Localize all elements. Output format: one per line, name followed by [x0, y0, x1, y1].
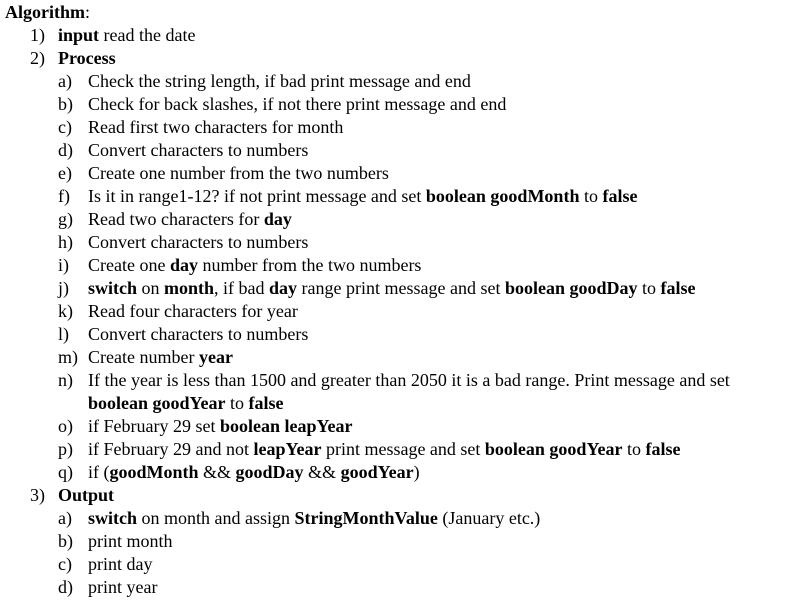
text-run: && [303, 462, 341, 482]
bold-term: false [602, 186, 638, 206]
text-run: Convert characters to numbers [88, 324, 309, 344]
bold-term: false [660, 278, 696, 298]
step-letter: e) [58, 163, 72, 183]
bold-term: day [169, 255, 198, 275]
step-text [88, 438, 680, 461]
step-text [88, 530, 173, 553]
step-letter: g) [58, 209, 73, 229]
step-text [88, 576, 157, 599]
step-letter: n) [58, 370, 73, 390]
step-text [88, 231, 308, 254]
bold-term: input [58, 25, 100, 45]
step-text [88, 415, 352, 438]
text-run: to [637, 278, 661, 298]
bold-term: false [645, 439, 681, 459]
algorithm-heading [5, 1, 90, 24]
step-text [88, 346, 233, 369]
step-text [88, 93, 506, 116]
text-run: Convert characters to numbers [88, 140, 309, 160]
text-run: print day [88, 554, 153, 574]
text-run: (January etc.) [437, 508, 541, 528]
text-run: && [198, 462, 236, 482]
text-run: if February 29 set [88, 416, 220, 436]
text-run: Create number [88, 347, 199, 367]
heading-label: Algorithm [5, 2, 85, 22]
step-letter: a) [58, 71, 72, 91]
step-text [88, 300, 298, 323]
bold-term: year [198, 347, 233, 367]
text-run: print message and set [321, 439, 485, 459]
step-letter: f) [58, 186, 70, 206]
step-letter: i) [58, 255, 69, 275]
bold-term: month [164, 278, 215, 298]
bold-term: goodDay [235, 462, 304, 482]
heading-colon: : [85, 2, 91, 22]
section-number: 1) [30, 25, 45, 45]
text-run: to [622, 439, 646, 459]
section-number: 3) [30, 485, 45, 505]
step-letter: d) [58, 140, 73, 160]
text-run: if February 29 and not [88, 439, 254, 459]
step-text [88, 277, 696, 300]
step-letter: b) [58, 531, 73, 551]
text-run: read the date [99, 25, 196, 45]
bold-term: goodMonth [109, 462, 199, 482]
section-title [58, 47, 116, 70]
text-run: print month [88, 531, 173, 551]
step-text [88, 461, 420, 484]
bold-term: day [269, 278, 298, 298]
step-text [88, 139, 308, 162]
bold-term: boolean goodYear [88, 393, 226, 413]
bold-term: Output [58, 485, 115, 505]
text-run: Read four characters for year [88, 301, 298, 321]
text-run: number from the two numbers [197, 255, 422, 275]
step-letter: a) [58, 508, 72, 528]
step-text [88, 323, 308, 346]
step-text [88, 185, 637, 208]
step-letter: c) [58, 554, 72, 574]
step-letter: h) [58, 232, 73, 252]
step-text [88, 369, 778, 415]
step-text [88, 507, 540, 530]
text-run: print year [88, 577, 158, 597]
text-run: Create one number from the two numbers [88, 163, 389, 183]
step-letter: m) [58, 347, 78, 367]
step-letter: c) [58, 117, 72, 137]
bold-term: day [263, 209, 292, 229]
text-run: Check the string length, if bad print message and end [88, 71, 471, 91]
step-letter: o) [58, 416, 73, 436]
text-run: on month and assign [137, 508, 295, 528]
text-run: Create one [88, 255, 170, 275]
text-run: Check for back slashes, if not there print message and end [88, 94, 507, 114]
section-title [58, 484, 114, 507]
text-run: to [579, 186, 603, 206]
step-text [88, 116, 343, 139]
step-text [88, 254, 421, 277]
bold-term: switch [88, 278, 137, 298]
step-text [88, 70, 471, 93]
bold-term: boolean goodMonth [425, 186, 580, 206]
bold-term: boolean goodDay [504, 278, 638, 298]
step-letter: q) [58, 462, 73, 482]
bold-term: goodYear [340, 462, 414, 482]
step-text [88, 208, 292, 231]
text-run: Read two characters for [88, 209, 264, 229]
section-number: 2) [30, 48, 45, 68]
bold-term: false [248, 393, 284, 413]
step-letter: l) [58, 324, 69, 344]
bold-term: boolean leapYear [219, 416, 353, 436]
text-run: Convert characters to numbers [88, 232, 309, 252]
bold-term: boolean goodYear [484, 439, 623, 459]
text-run: range print message and set [297, 278, 505, 298]
step-letter: d) [58, 577, 73, 597]
step-letter: j) [58, 278, 69, 298]
text-run: If the year is less than 1500 and greater than 2050 it is a bad range. Print message and set [88, 370, 730, 390]
step-letter: k) [58, 301, 73, 321]
step-letter: p) [58, 439, 73, 459]
section-title [58, 24, 195, 47]
step-letter: b) [58, 94, 73, 114]
text-run: Is it in range1-12? if not print message and set [88, 186, 426, 206]
step-text [88, 553, 153, 576]
text-run: on [137, 278, 164, 298]
text-run: ) [413, 462, 420, 482]
bold-term: leapYear [253, 439, 322, 459]
bold-term: Process [58, 48, 116, 68]
text-run: Read first two characters for month [88, 117, 344, 137]
text-run: , if bad [214, 278, 269, 298]
text-run: to [225, 393, 249, 413]
bold-term: switch [88, 508, 137, 528]
step-text [88, 162, 389, 185]
text-run: if ( [88, 462, 110, 482]
bold-term: StringMonthValue [294, 508, 438, 528]
